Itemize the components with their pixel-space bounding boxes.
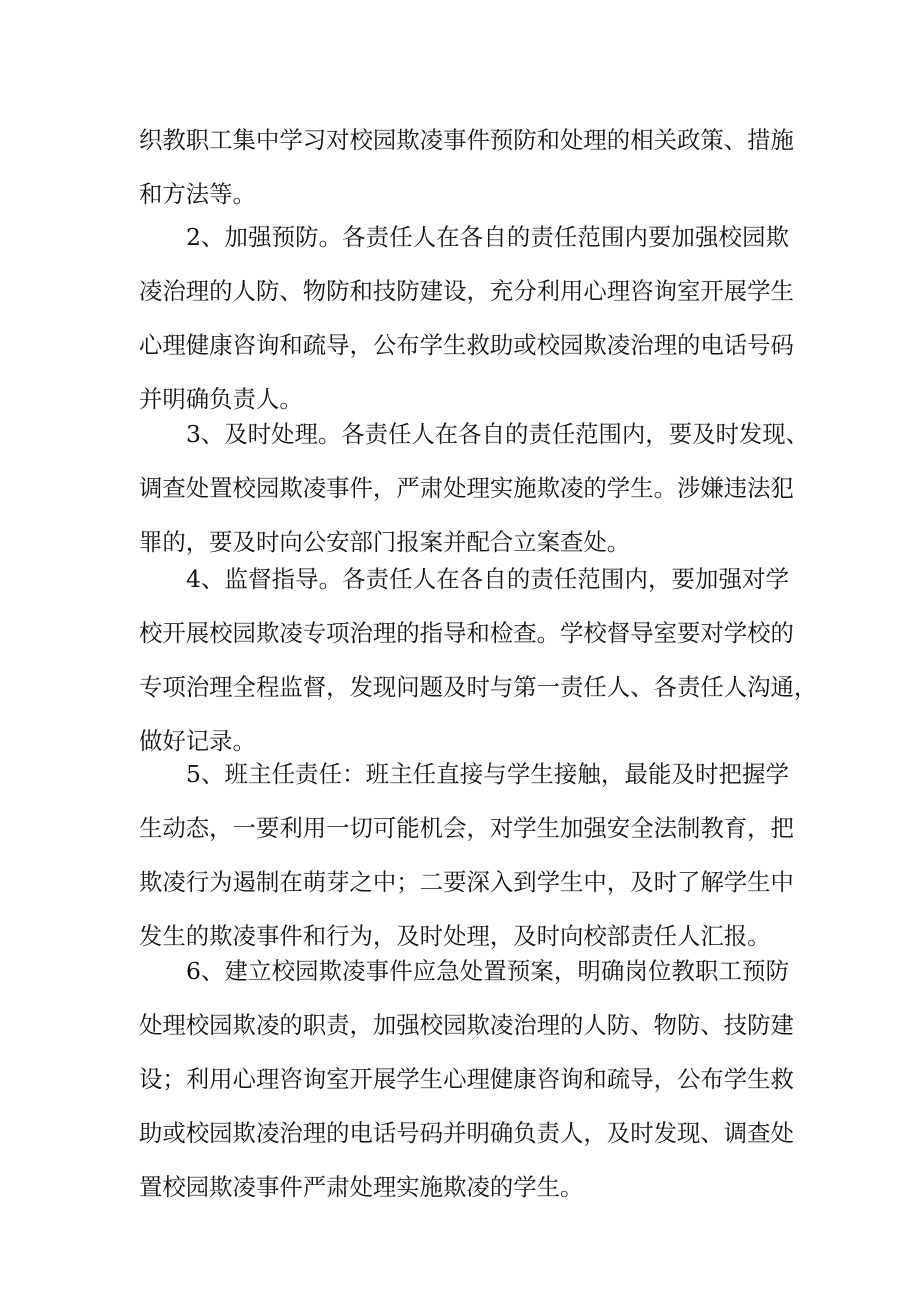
text-line: 设；利用心理咨询室开展学生心理健康咨询和疏导，公布学生救 <box>139 1065 794 1093</box>
text-line: 助或校园欺凌治理的电话号码并明确负责人，及时发现、调查处 <box>139 1119 794 1147</box>
text-line: 5、班主任责任：班主任直接与学生接触，最能及时把握学 <box>186 760 789 788</box>
paragraph-emergency-plan <box>139 944 794 1214</box>
text-line: 专项治理全程监督，发现问题及时与第一责任人、各责任人沟通， <box>139 673 818 701</box>
text-line: 织教职工集中学习对校园欺凌事件预防和处理的相关政策、措施 <box>139 126 794 154</box>
text-line: 发生的欺凌事件和行为，及时处理，及时向校部责任人汇报。 <box>139 922 771 950</box>
text-line: 欺凌行为遏制在萌芽之中；二要深入到学生中，及时了解学生中 <box>139 868 794 896</box>
paragraph-strengthen-prevention <box>139 210 794 426</box>
text-line: 和方法等。 <box>139 180 256 208</box>
text-line: 6、建立校园欺凌事件应急处置预案，明确岗位教职工预防 <box>186 957 789 985</box>
text-line: 4、监督指导。各责任人在各自的责任范围内，要加强对学 <box>186 565 789 593</box>
text-line: 调查处置校园欺凌事件，严肃处理实施欺凌的学生。涉嫌违法犯 <box>139 474 794 502</box>
text-line: 生动态，一要利用一切可能机会，对学生加强安全法制教育，把 <box>139 814 794 842</box>
text-line: 2、加强预防。各责任人在各自的责任范围内要加强校园欺 <box>186 223 789 251</box>
text-line: 心理健康咨询和疏导，公布学生救助或校园欺凌治理的电话号码 <box>139 331 794 359</box>
text-line: 凌治理的人防、物防和技防建设，充分利用心理咨询室开展学生 <box>139 277 794 305</box>
text-line: 罪的，要及时向公安部门报案并配合立案查处。 <box>139 528 631 556</box>
paragraph-head-teacher-duty <box>139 747 794 963</box>
text-line: 处理校园欺凌的职责，加强校园欺凌治理的人防、物防、技防建 <box>139 1011 794 1039</box>
text-line: 并明确负责人。 <box>139 385 303 413</box>
text-line: 置校园欺凌事件严肃处理实施欺凌的学生。 <box>139 1173 584 1201</box>
paragraph-continuation <box>139 113 794 221</box>
paragraph-timely-handling <box>139 407 810 569</box>
text-line: 校开展校园欺凌专项治理的指导和检查。学校督导室要对学校的 <box>139 619 794 647</box>
paragraph-supervision-guidance <box>139 552 818 768</box>
text-line: 3、及时处理。各责任人在各自的责任范围内，要及时发现、 <box>186 420 810 448</box>
text-line: 做好记录。 <box>139 727 256 755</box>
